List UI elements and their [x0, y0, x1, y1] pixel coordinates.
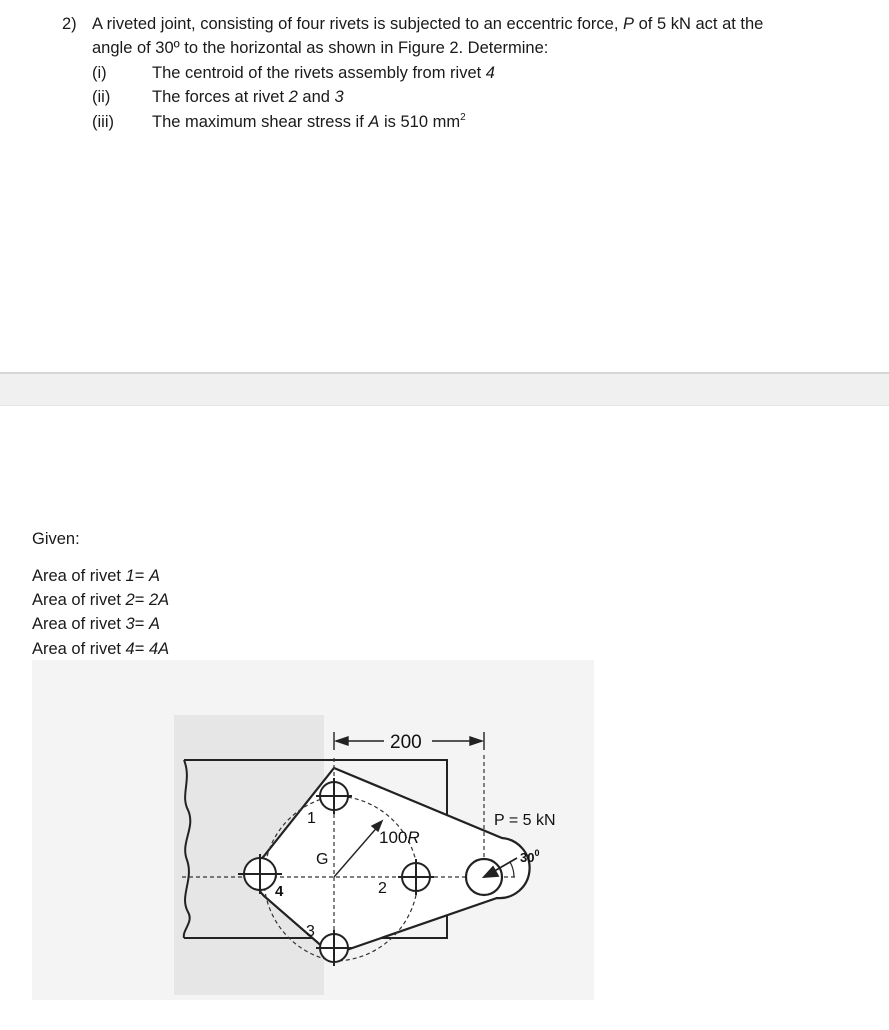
page-separator	[0, 372, 889, 406]
part-iii-number: (iii)	[92, 113, 114, 131]
given-heading: Given:	[32, 530, 80, 548]
part-ii-number: (ii)	[92, 88, 111, 106]
rivet-1-label: 1	[307, 810, 316, 827]
question-line-1: A riveted joint, consisting of four rivets is subjected to an eccentric force, P of 5 kN act at the	[92, 15, 764, 33]
dimension-200-label: 200	[390, 732, 422, 753]
radius-label: 100R	[379, 828, 420, 847]
part-i-number: (i)	[92, 64, 107, 82]
centroid-label: G	[316, 851, 329, 868]
rivet-3-label: 3	[306, 923, 315, 940]
area-rivet-3: Area of rivet 3= A	[32, 615, 160, 633]
part-ii-text: The forces at rivet 2 and 3	[152, 88, 344, 106]
part-iii-text: The maximum shear stress if A is 510 $mm^2$	[152, 112, 466, 131]
question-number: 2)	[62, 15, 77, 33]
force-label: P = 5 kN	[494, 812, 556, 829]
area-rivet-1: Area of rivet 1= A	[32, 567, 160, 585]
area-rivet-2: Area of rivet 2= 2A	[32, 591, 170, 609]
part-i-text: The centroid of the rivets assembly from rivet 4	[152, 64, 495, 82]
riveted-joint-figure	[32, 660, 594, 1000]
rivet-4-label: 4	[275, 883, 284, 900]
rivet-2-label: 2	[378, 880, 387, 897]
area-rivet-4: Area of rivet 4= 4A	[32, 640, 170, 658]
angle-label: $30^0$	[520, 848, 540, 865]
question-line-2: angle of 30º to the horizontal as shown in Figure 2. Determine:	[92, 39, 549, 57]
